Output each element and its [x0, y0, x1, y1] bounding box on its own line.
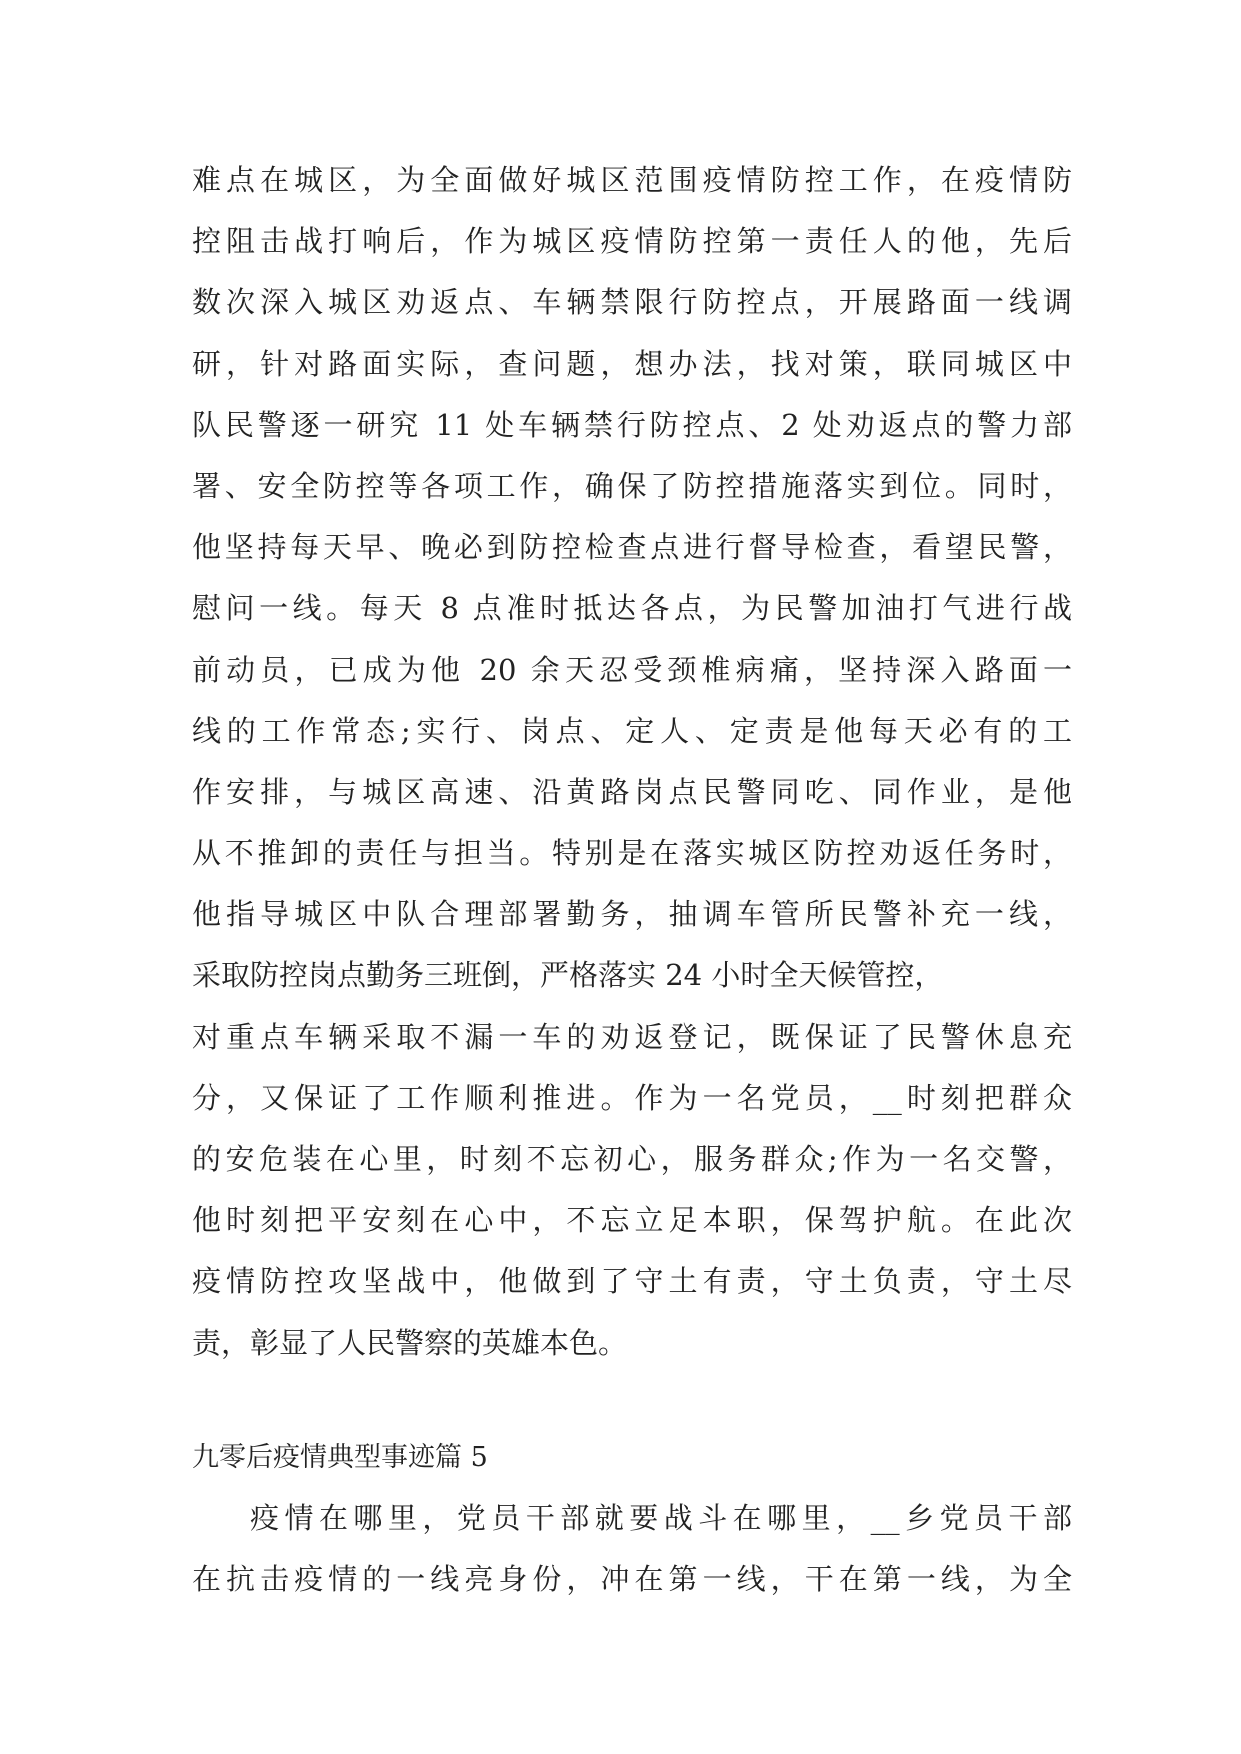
text-line: 慰问一线。每天 8 点准时抵达各点，为民警加油打气进行战 — [192, 591, 1072, 626]
document-body — [192, 150, 1072, 1610]
paragraph-gap — [192, 1374, 1072, 1427]
text-line: 在抗击疫情的一线亮身份，冲在第一线，干在第一线，为全 — [192, 1562, 1072, 1597]
text-line: 采取防控岗点勤务三班倒，严格落实 24 小时全天候管控， — [192, 958, 944, 993]
text-line: 控阻击战打响后，作为城区疫情防控第一责任人的他，先后 — [192, 224, 1072, 259]
text-line: 他指导城区中队合理部署勤务，抽调车管所民警补充一线， — [192, 897, 1072, 932]
paragraph-1 — [192, 150, 1072, 1374]
text-line: 的安危装在心里，时刻不忘初心，服务群众;作为一名交警， — [192, 1142, 1072, 1176]
text-line: 署、安全防控等各项工作，确保了防控措施落实到位。同时， — [192, 468, 1072, 503]
text-line: 研，针对路面实际，查问题，想办法，找对策，联同城区中 — [192, 346, 1072, 381]
text-line: 责，彰显了人民警察的英雄本色。 — [192, 1325, 628, 1360]
text-line: 队民警逐一研究 11 处车辆禁行防控点、2 处劝返点的警力部 — [192, 407, 1072, 442]
text-line: 线的工作常态;实行、岗点、定人、定责是他每天必有的工 — [192, 713, 1072, 748]
text-line: 疫情在哪里，党员干部就要战斗在哪里，__乡党员干部 — [250, 1500, 1072, 1535]
text-line: 对重点车辆采取不漏一车的劝返登记，既保证了民警休息充 — [192, 1019, 1072, 1054]
text-line: 前动员，已成为他 20 余天忍受颈椎病痛，坚持深入路面一 — [192, 652, 1072, 687]
text-line: 从不推卸的责任与担当。特别是在落实城区防控劝返任务时， — [192, 836, 1072, 871]
text-line: 疫情防控攻坚战中，他做到了守土有责，守土负责，守土尽 — [192, 1264, 1072, 1299]
paragraph-2 — [192, 1488, 1072, 1610]
text-line: 他时刻把平安刻在心中，不忘立足本职，保驾护航。在此次 — [192, 1203, 1072, 1238]
text-line: 他坚持每天早、晚必到防控检查点进行督导检查，看望民警， — [192, 530, 1072, 565]
text-line: 数次深入城区劝返点、车辆禁限行防控点，开展路面一线调 — [192, 285, 1072, 320]
text-line: 难点在城区，为全面做好城区范围疫情防控工作，在疫情防 — [192, 163, 1072, 197]
text-line: 分，又保证了工作顺利推进。作为一名党员，__时刻把群众 — [192, 1080, 1072, 1115]
section-heading: 九零后疫情典型事迹篇 5 — [192, 1441, 488, 1473]
text-line: 作安排，与城区高速、沿黄路岗点民警同吃、同作业，是他 — [192, 774, 1072, 809]
